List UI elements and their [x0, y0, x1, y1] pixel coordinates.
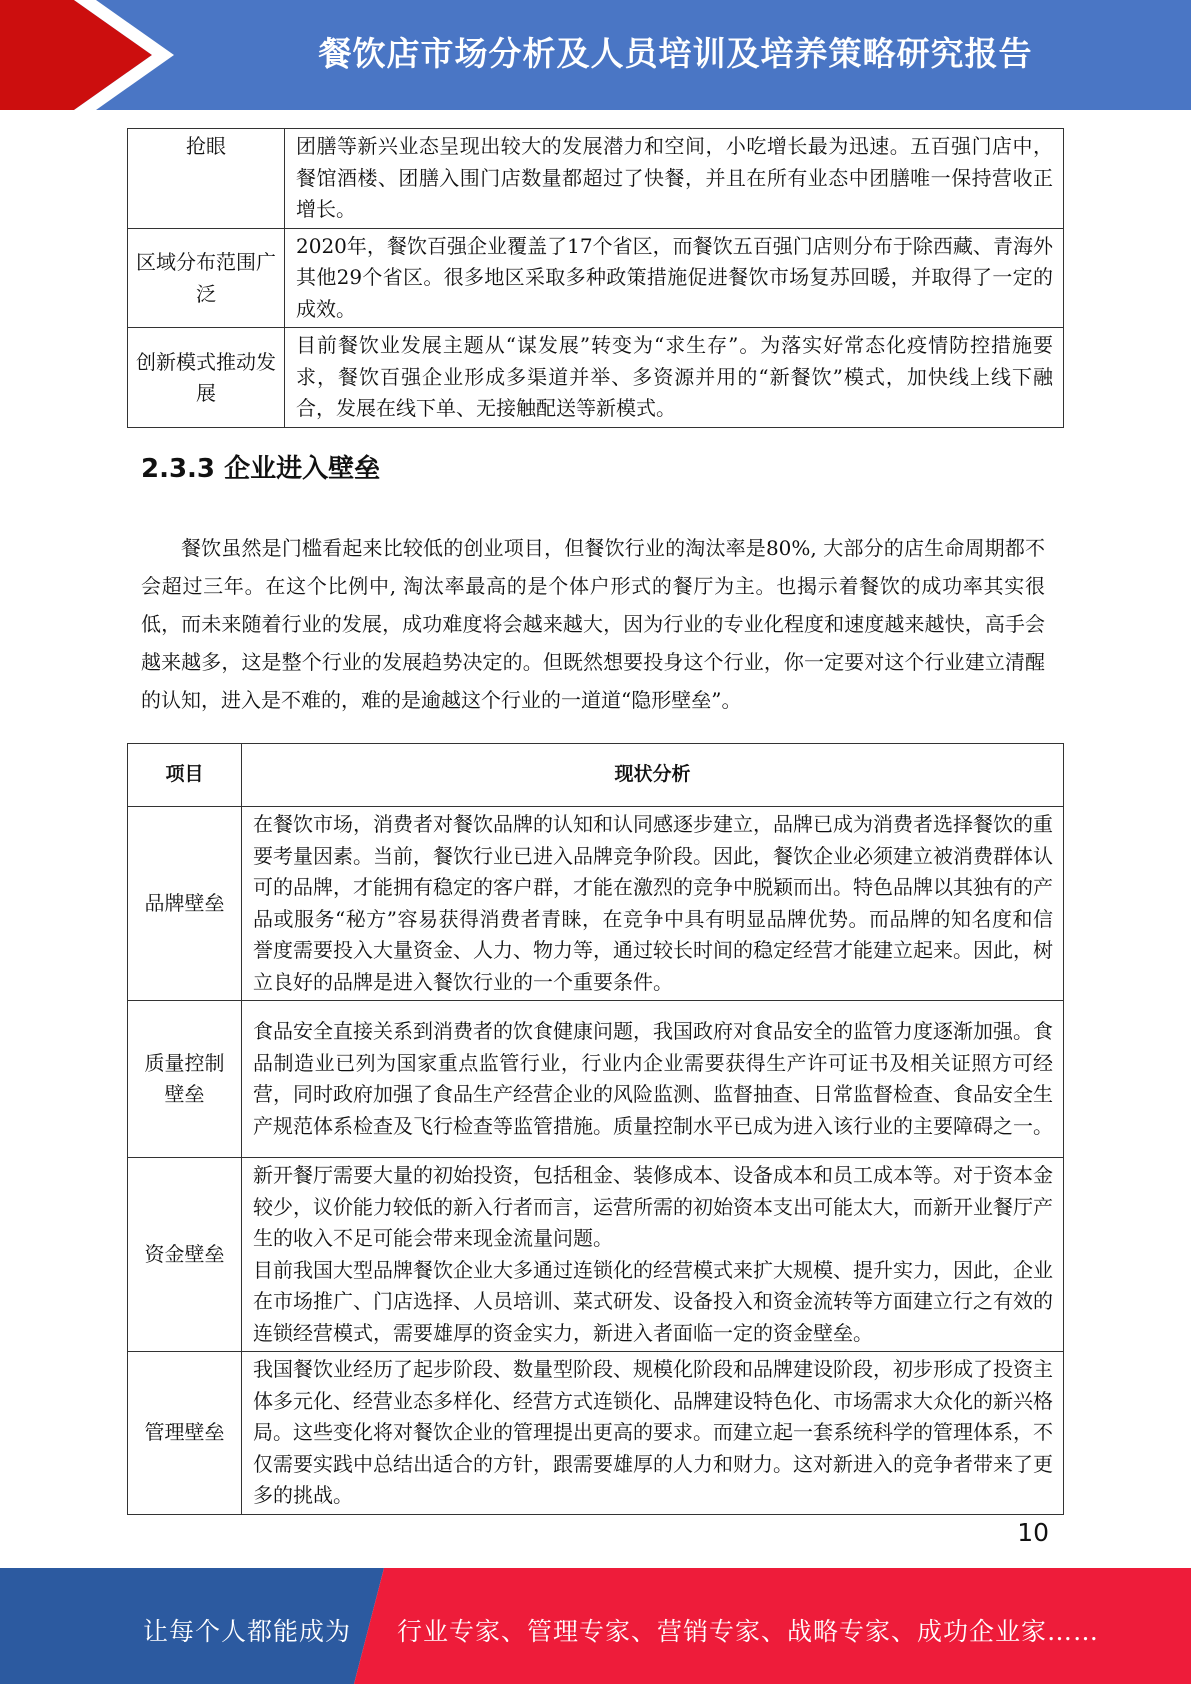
table-row	[128, 328, 1064, 428]
row-text-continued: 目前我国大型品牌餐饮企业大多通过连锁化的经营模式来扩大规模、提升实力，因此，企业在市场推广、门店选择、人员培训、菜式研发、设备投入和资金流转等方面建立行之有效的连锁经营模式，需要雄厚的资金实力，新进入者面临一定的资金壁垒。	[253, 1257, 1053, 1345]
row-label: 区域分布范围广泛	[128, 228, 285, 328]
column-header-item: 项目	[128, 744, 242, 807]
page-footer	[0, 1568, 1191, 1684]
report-title: 餐饮店市场分析及人员培训及培养策略研究报告	[318, 34, 1033, 73]
table-row	[128, 129, 1064, 229]
row-label: 管理壁垒	[128, 1352, 242, 1515]
table-header-row	[128, 744, 1064, 807]
row-label: 质量控制壁垒	[128, 1001, 242, 1158]
table-row	[128, 807, 1064, 1001]
table-row	[128, 1352, 1064, 1515]
row-label: 资金壁垒	[128, 1158, 242, 1352]
row-text: 我国餐饮业经历了起步阶段、数量型阶段、规模化阶段和品牌建设阶段，初步形成了投资主体多元化、经营业态多样化、经营方式连锁化、品牌建设特色化、市场需求大众化的新兴格局。这些变化将对餐饮企业的管理提出更高的要求。而建立起一套系统科学的管理体系，不仅需要实践中总结出适合的方针，跟需要雄厚的人力和财力。这对新进入的竞争者带来了更多的挑战。	[242, 1352, 1064, 1515]
row-text: 在餐饮市场，消费者对餐饮品牌的认知和认同感逐步建立，品牌已成为消费者选择餐饮的重要考量因素。当前，餐饮行业已进入品牌竞争阶段。因此，餐饮企业必须建立被消费群体认可的品牌，才能拥有稳定的客户群，才能在激烈的竞争中脱颖而出。特色品牌以其独有的产品或服务“秘方”容易获得消费者青睐，在竞争中具有明显品牌优势。而品牌的知名度和信誉度需要投入大量资金、人力、物力等，通过较长时间的稳定经营才能建立起来。因此，树立良好的品牌是进入餐饮行业的一个重要条件。	[242, 807, 1064, 1001]
row-label: 品牌壁垒	[128, 807, 242, 1001]
table-row	[128, 228, 1064, 328]
column-header-analysis: 现状分析	[242, 744, 1064, 807]
row-label: 抢眼	[128, 129, 285, 229]
section-paragraph: 餐饮虽然是门槛看起来比较低的创业项目，但餐饮行业的淘汰率是80%, 大部分的店生命周期都不会超过三年。在这个比例中, 淘汰率最高的是个体户形式的餐厅为主。也揭示着餐饮的成功率其实很低，而未来随着行业的发展，成功难度将会越来越大，因为行业的专业化程度和速度越来越快，高手会越来越多，这是整个行业的发展趋势决定的。但既然想要投身这个行业，你一定要对这个行业建立清醒的认知，进入是不难的，难的是逾越这个行业的一道道“隐形壁垒”。	[141, 536, 1045, 712]
table-row	[128, 1001, 1064, 1158]
page-header	[0, 0, 1191, 110]
row-text: 新开餐厅需要大量的初始投资，包括租金、装修成本、设备成本和员工成本等。对于资本金较少，议价能力较低的新入行者而言，运营所需的初始资本支出可能太大，而新开业餐厅产生的收入不足可能会带来现金流量问题。	[253, 1163, 1053, 1250]
industry-features-table	[127, 128, 1064, 428]
footer-slogan-left: 让每个人都能成为	[143, 1617, 352, 1646]
row-text: 食品安全直接关系到消费者的饮食健康问题，我国政府对食品安全的监管力度逐渐加强。食品制造业已列为国家重点监管行业，行业内企业需要获得生产许可证书及相关证照方可经营，同时政府加强了食品生产经营企业的风险监测、监督抽查、日常监督检查、食品安全生产规范体系检查及飞行检查等监管措施。质量控制水平已成为进入该行业的主要障碍之一。	[242, 1001, 1064, 1158]
table-row	[128, 1158, 1064, 1352]
row-text: 团膳等新兴业态呈现出较大的发展潜力和空间，小吃增长最为迅速。五百强门店中，餐馆酒楼、团膳入围门店数量都超过了快餐，并且在所有业态中团膳唯一保持营收正增长。	[285, 129, 1064, 229]
footer-slogan-right: 行业专家、管理专家、营销专家、战略专家、成功企业家……	[397, 1617, 1100, 1646]
row-text: 目前餐饮业发展主题从“谋发展”转变为“求生存”。为落实好常态化疫情防控措施要求，餐饮百强企业形成多渠道并举、多资源并用的“新餐饮”模式，加快线上线下融合，发展在线下单、无接触配送等新模式。	[285, 328, 1064, 428]
row-label: 创新模式推动发展	[128, 328, 285, 428]
row-text: 2020年，餐饮百强企业覆盖了17个省区，而餐饮五百强门店则分布于除西藏、青海外其他29个省区。很多地区采取多种政策措施促进餐饮市场复苏回暖，并取得了一定的成效。	[285, 228, 1064, 328]
section-heading: 2.3.3 企业进入壁垒	[141, 454, 381, 484]
page-number: 10	[1017, 1518, 1049, 1547]
entry-barriers-table	[127, 743, 1064, 1515]
row-text-cell	[242, 1158, 1064, 1352]
